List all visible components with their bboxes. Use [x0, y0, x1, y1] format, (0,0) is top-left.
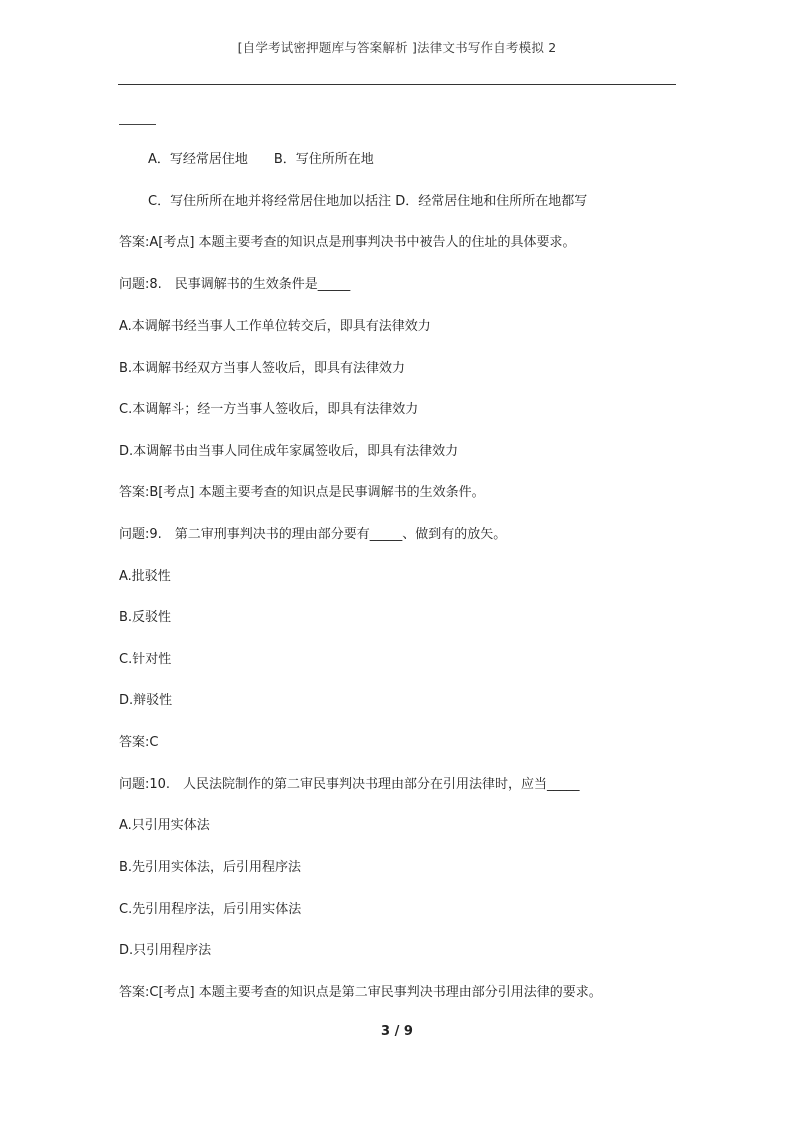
q8-answer: 答案:B[考点] 本题主要考查的知识点是民事调解书的生效条件。 [119, 485, 485, 500]
q9-option-c: C.针对性 [119, 652, 172, 667]
q8-question: 问题:8. 民事调解书的生效条件是_____ [119, 277, 351, 292]
q10-option-a: A.只引用实体法 [119, 818, 210, 833]
q10-question: 问题:10. 人民法院制作的第二审民事判决书理由部分在引用法律时，应当_____ [119, 777, 580, 792]
q7-answer: 答案:A[考点] 本题主要考查的知识点是刑事判决书中被告人的住址的具体要求。 [119, 235, 576, 250]
q9-option-a: A.批驳性 [119, 569, 171, 584]
q10-answer: 答案:C[考点] 本题主要考查的知识点是第二审民事判决书理由部分引用法律的要求。 [119, 985, 602, 1000]
header-rule [118, 84, 676, 85]
q8-option-d: D.本调解书由当事人同住成年家属签收后，即具有法律效力 [119, 444, 459, 459]
answer-blank-line [119, 124, 156, 125]
q8-option-c: C.本调解斗；经一方当事人签收后，即具有法律效力 [119, 402, 419, 417]
q8-option-a: A.本调解书经当事人工作单位转交后，即具有法律效力 [119, 319, 431, 334]
q9-answer: 答案:C [119, 735, 159, 750]
q7-options-ab: A．写经常居住地 B．写住所所在地 [148, 152, 374, 167]
q8-option-b: B.本调解书经双方当事人签收后，即具有法律效力 [119, 361, 406, 376]
q10-option-b: B.先引用实体法，后引用程序法 [119, 860, 302, 875]
page-header: [自学考试密押题库与答案解析 ]法律文书写作自考模拟 2 [237, 40, 557, 55]
q10-option-d: D.只引用程序法 [119, 943, 212, 958]
q9-option-d: D.辩驳性 [119, 693, 173, 708]
q10-option-c: C.先引用程序法，后引用实体法 [119, 902, 302, 917]
q9-option-b: B.反驳性 [119, 610, 172, 625]
page-number: 3 / 9 [381, 1024, 413, 1039]
q9-question: 问题:9. 第二审刑事判决书的理由部分要有_____、做到有的放矢。 [119, 527, 507, 542]
q7-options-cd: C．写住所所在地并将经常居住地加以括注 D．经常居住地和住所所在地都写 [148, 194, 588, 209]
